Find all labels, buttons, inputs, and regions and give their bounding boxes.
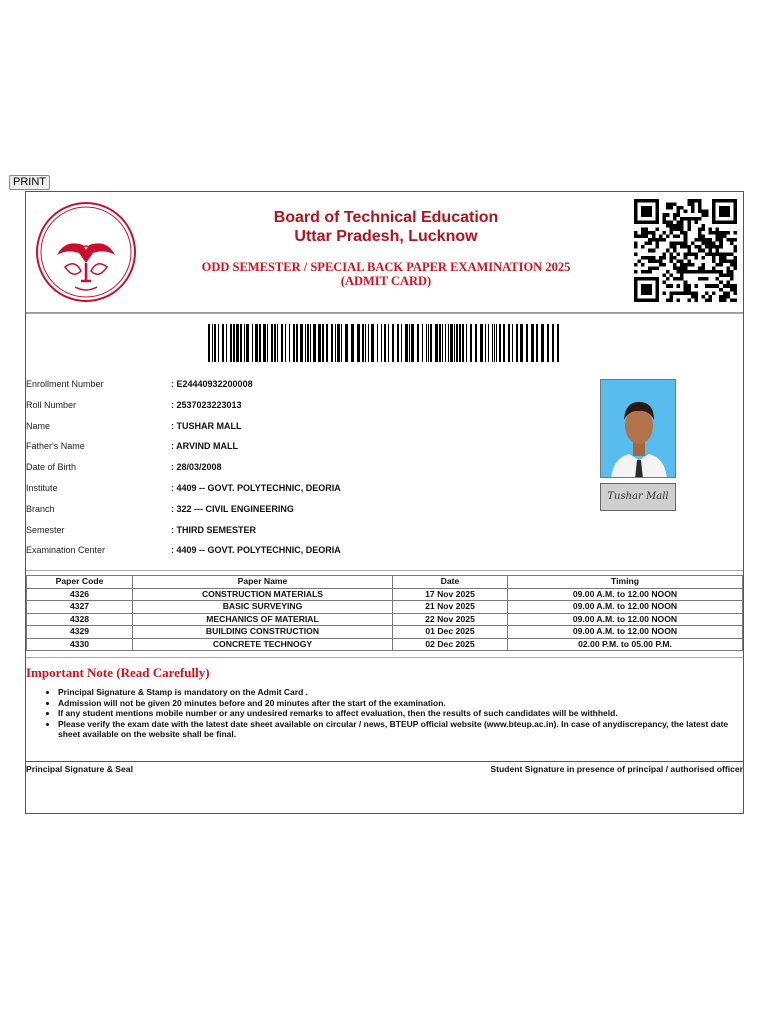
detail-label: Date of Birth: [26, 462, 77, 473]
table-row: [27, 601, 743, 614]
note-item: • Please verify the exam date with the latest date sheet available on circular / news, BTEUP official website (www.bteup.ac.in). In case of anydiscrepancy, the latest date sheet available on the website shall be final.: [58, 719, 741, 740]
divider: [26, 313, 743, 314]
candidate-photo: [600, 379, 676, 478]
detail-label: Institute: [26, 483, 58, 493]
table-header-cell: Timing: [508, 576, 743, 589]
table-row: [27, 588, 743, 601]
detail-value: : 4409 -- GOVT. POLYTECHNIC, DEORIA: [171, 545, 341, 556]
table-cell: 02.00 P.M. to 05.00 P.M.: [508, 638, 743, 651]
detail-label: Roll Number: [26, 399, 77, 410]
qr-code: [634, 199, 737, 302]
detail-row: [26, 375, 596, 395]
candidate-signature-image: Tushar Mall: [600, 483, 676, 511]
table-row: [27, 638, 743, 651]
detail-value: : 28/03/2008: [171, 462, 222, 473]
table-cell: 4327: [27, 601, 133, 614]
up-govt-emblem-logo: [35, 201, 137, 303]
principal-signature-label: Principal Signature & Seal: [26, 764, 133, 774]
detail-label: Enrollment Number: [26, 379, 104, 389]
detail-label: Examination Center: [26, 545, 106, 556]
table-cell: CONCRETE TECHNOGY: [133, 638, 393, 651]
table-cell: 01 Dec 2025: [393, 626, 508, 639]
board-title-line1: Board of Technical Education: [273, 209, 499, 226]
barcode: [208, 324, 560, 362]
board-title-line2: Uttar Pradesh, Lucknow: [294, 228, 478, 245]
student-signature-label: Student Signature in presence of principal / authorised officer: [490, 764, 743, 774]
important-note-title: Important Note (Read Carefully): [26, 665, 210, 680]
barcode-area: [26, 313, 743, 365]
note-item: • Admission will not be given 20 minutes before and 20 minutes after the start of the examination.: [58, 698, 741, 709]
table-row: [27, 626, 743, 639]
note-item: • If any student mentions mobile number or any undesired remarks to affect evaluation, then the results of such candidates will be withheld.: [58, 708, 741, 719]
table-cell: 4326: [27, 588, 133, 601]
table-cell: 4330: [27, 638, 133, 651]
footer-divider: [26, 761, 743, 762]
table-cell: 09.00 A.M. to 12.00 NOON: [508, 588, 743, 601]
detail-row: [26, 521, 596, 541]
detail-label: Branch: [26, 503, 55, 514]
table-cell: 09.00 A.M. to 12.00 NOON: [508, 613, 743, 626]
detail-row: [26, 437, 596, 457]
note-item: • Principal Signature & Stamp is mandatory on the Admit Card .: [58, 687, 741, 698]
table-cell: BUILDING CONSTRUCTION: [133, 626, 393, 639]
detail-label: Father's Name: [26, 441, 85, 452]
table-cell: BASIC SURVEYING: [133, 601, 393, 614]
detail-value: : 322 --- CIVIL ENGINEERING: [171, 503, 294, 514]
divider: [26, 657, 743, 658]
detail-row: [26, 458, 596, 478]
detail-row: [26, 417, 596, 437]
table-header-cell: Date: [393, 576, 508, 589]
table-cell: 22 Nov 2025: [393, 613, 508, 626]
detail-row: [26, 541, 596, 561]
exam-title: [176, 260, 596, 288]
table-cell: CONSTRUCTION MATERIALS: [133, 588, 393, 601]
table-cell: 17 Nov 2025: [393, 588, 508, 601]
detail-value: : TUSHAR MALL: [171, 420, 242, 431]
detail-row: [26, 500, 596, 520]
detail-value: : ARVIND MALL: [171, 441, 238, 452]
table-cell: MECHANICS OF MATERIAL: [133, 613, 393, 626]
important-note-list: [26, 687, 741, 740]
detail-row: [26, 396, 596, 416]
detail-label: Semester: [26, 524, 65, 535]
divider: [26, 570, 743, 571]
detail-value: : E24440932200008: [171, 379, 253, 389]
table-cell: 09.00 A.M. to 12.00 NOON: [508, 601, 743, 614]
table-cell: 4329: [27, 626, 133, 639]
board-title: [176, 208, 596, 246]
detail-value: : 2537023223013: [171, 399, 242, 410]
table-header-cell: Paper Name: [133, 576, 393, 589]
table-header-cell: Paper Code: [27, 576, 133, 589]
table-cell: 4328: [27, 613, 133, 626]
print-button[interactable]: PRINT: [9, 175, 50, 190]
exam-schedule-table: [26, 575, 743, 651]
detail-value: : 4409 -- GOVT. POLYTECHNIC, DEORIA: [171, 483, 341, 493]
card-header: [26, 192, 743, 313]
table-cell: 02 Dec 2025: [393, 638, 508, 651]
detail-label: Name: [26, 420, 51, 431]
exam-title-line2: (ADMIT CARD): [340, 274, 432, 288]
detail-row: [26, 479, 596, 499]
exam-title-line1: ODD SEMESTER / SPECIAL BACK PAPER EXAMINATION 2025: [201, 260, 571, 274]
detail-value: : THIRD SEMESTER: [171, 524, 257, 535]
table-cell: 21 Nov 2025: [393, 601, 508, 614]
admit-card: [25, 191, 744, 814]
table-cell: 09.00 A.M. to 12.00 NOON: [508, 626, 743, 639]
table-row: [27, 613, 743, 626]
